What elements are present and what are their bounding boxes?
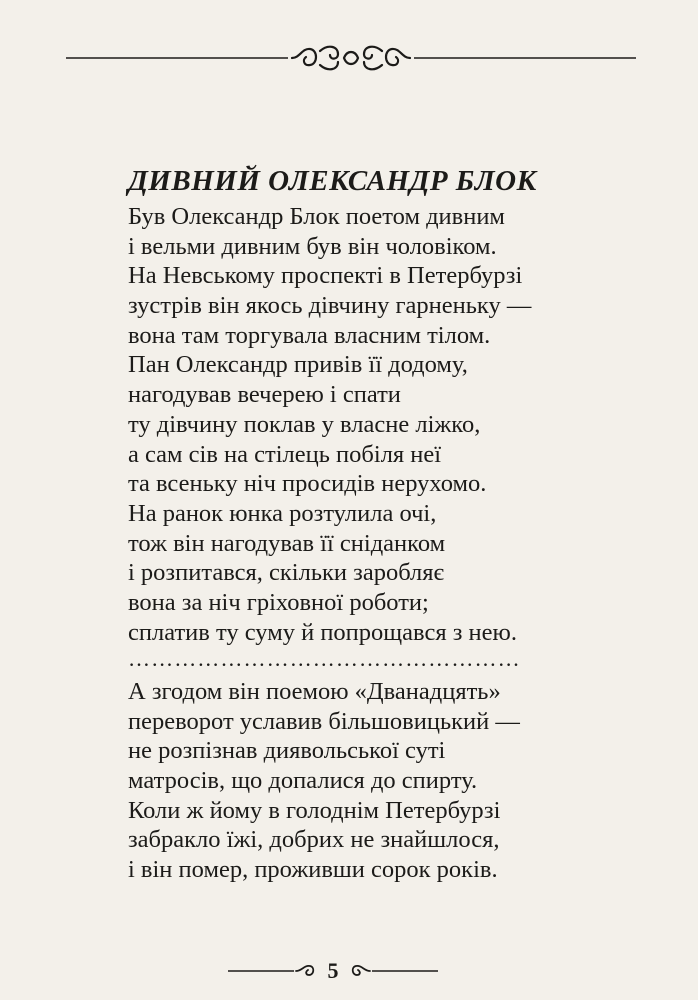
poem-line: матросів, що допалися до спирту.	[128, 767, 478, 795]
poem-line: не розпізнав диявольської суті	[128, 737, 446, 765]
header-ornament	[66, 40, 636, 76]
page-number: 5	[327, 958, 339, 983]
poem-line: Був Олександр Блок поетом дивним	[128, 203, 505, 230]
poem-line: Коли ж йому в голоднім Петербурзі	[128, 796, 501, 824]
poem-line: нагодував вечерею і спати	[128, 381, 401, 409]
poem-line: а сам сів на стілець побіля неї	[128, 440, 442, 468]
poem-line: вона за ніч гріховної роботи;	[128, 588, 429, 616]
poem-line: вона там торгувала власним тілом.	[128, 321, 491, 349]
poem-line: і розпитався, скільки заробляє	[128, 559, 445, 587]
poem-line: Пан Олександр привів її додому,	[128, 351, 468, 379]
poem-line: тож він нагодував її сніданком	[128, 529, 446, 557]
poem-line: ту дівчину поклав у власне ліжко,	[128, 410, 481, 438]
poem-line: А згодом він поемою «Дванадцять»	[128, 678, 501, 705]
poem-line: та всеньку ніч просидів нерухомо.	[128, 470, 487, 498]
poem-line: і вельми дивним був він чоловіком.	[128, 232, 497, 260]
poem-line: сплатив ту суму й попрощався з нею.	[128, 618, 517, 646]
page-footer	[228, 956, 438, 986]
poem-line: На ранок юнка розтулила очі,	[128, 499, 437, 527]
poem-line: На Невському проспекті в Петербурзі	[128, 262, 523, 290]
poem-body	[128, 202, 648, 885]
poem-line: і він помер, проживши сорок років.	[128, 856, 498, 884]
poem-title: ДИВНИЙ ОЛЕКСАНДР БЛОК	[128, 165, 537, 197]
poem-line: переворот уславив більшовицький —	[128, 707, 520, 735]
poem-line: зустрів він якось дівчину гарненьку —	[128, 292, 532, 320]
section-separator: ……………………………………………	[128, 646, 521, 672]
poem-line: забракло їжі, добрих не знайшлося,	[128, 826, 500, 854]
